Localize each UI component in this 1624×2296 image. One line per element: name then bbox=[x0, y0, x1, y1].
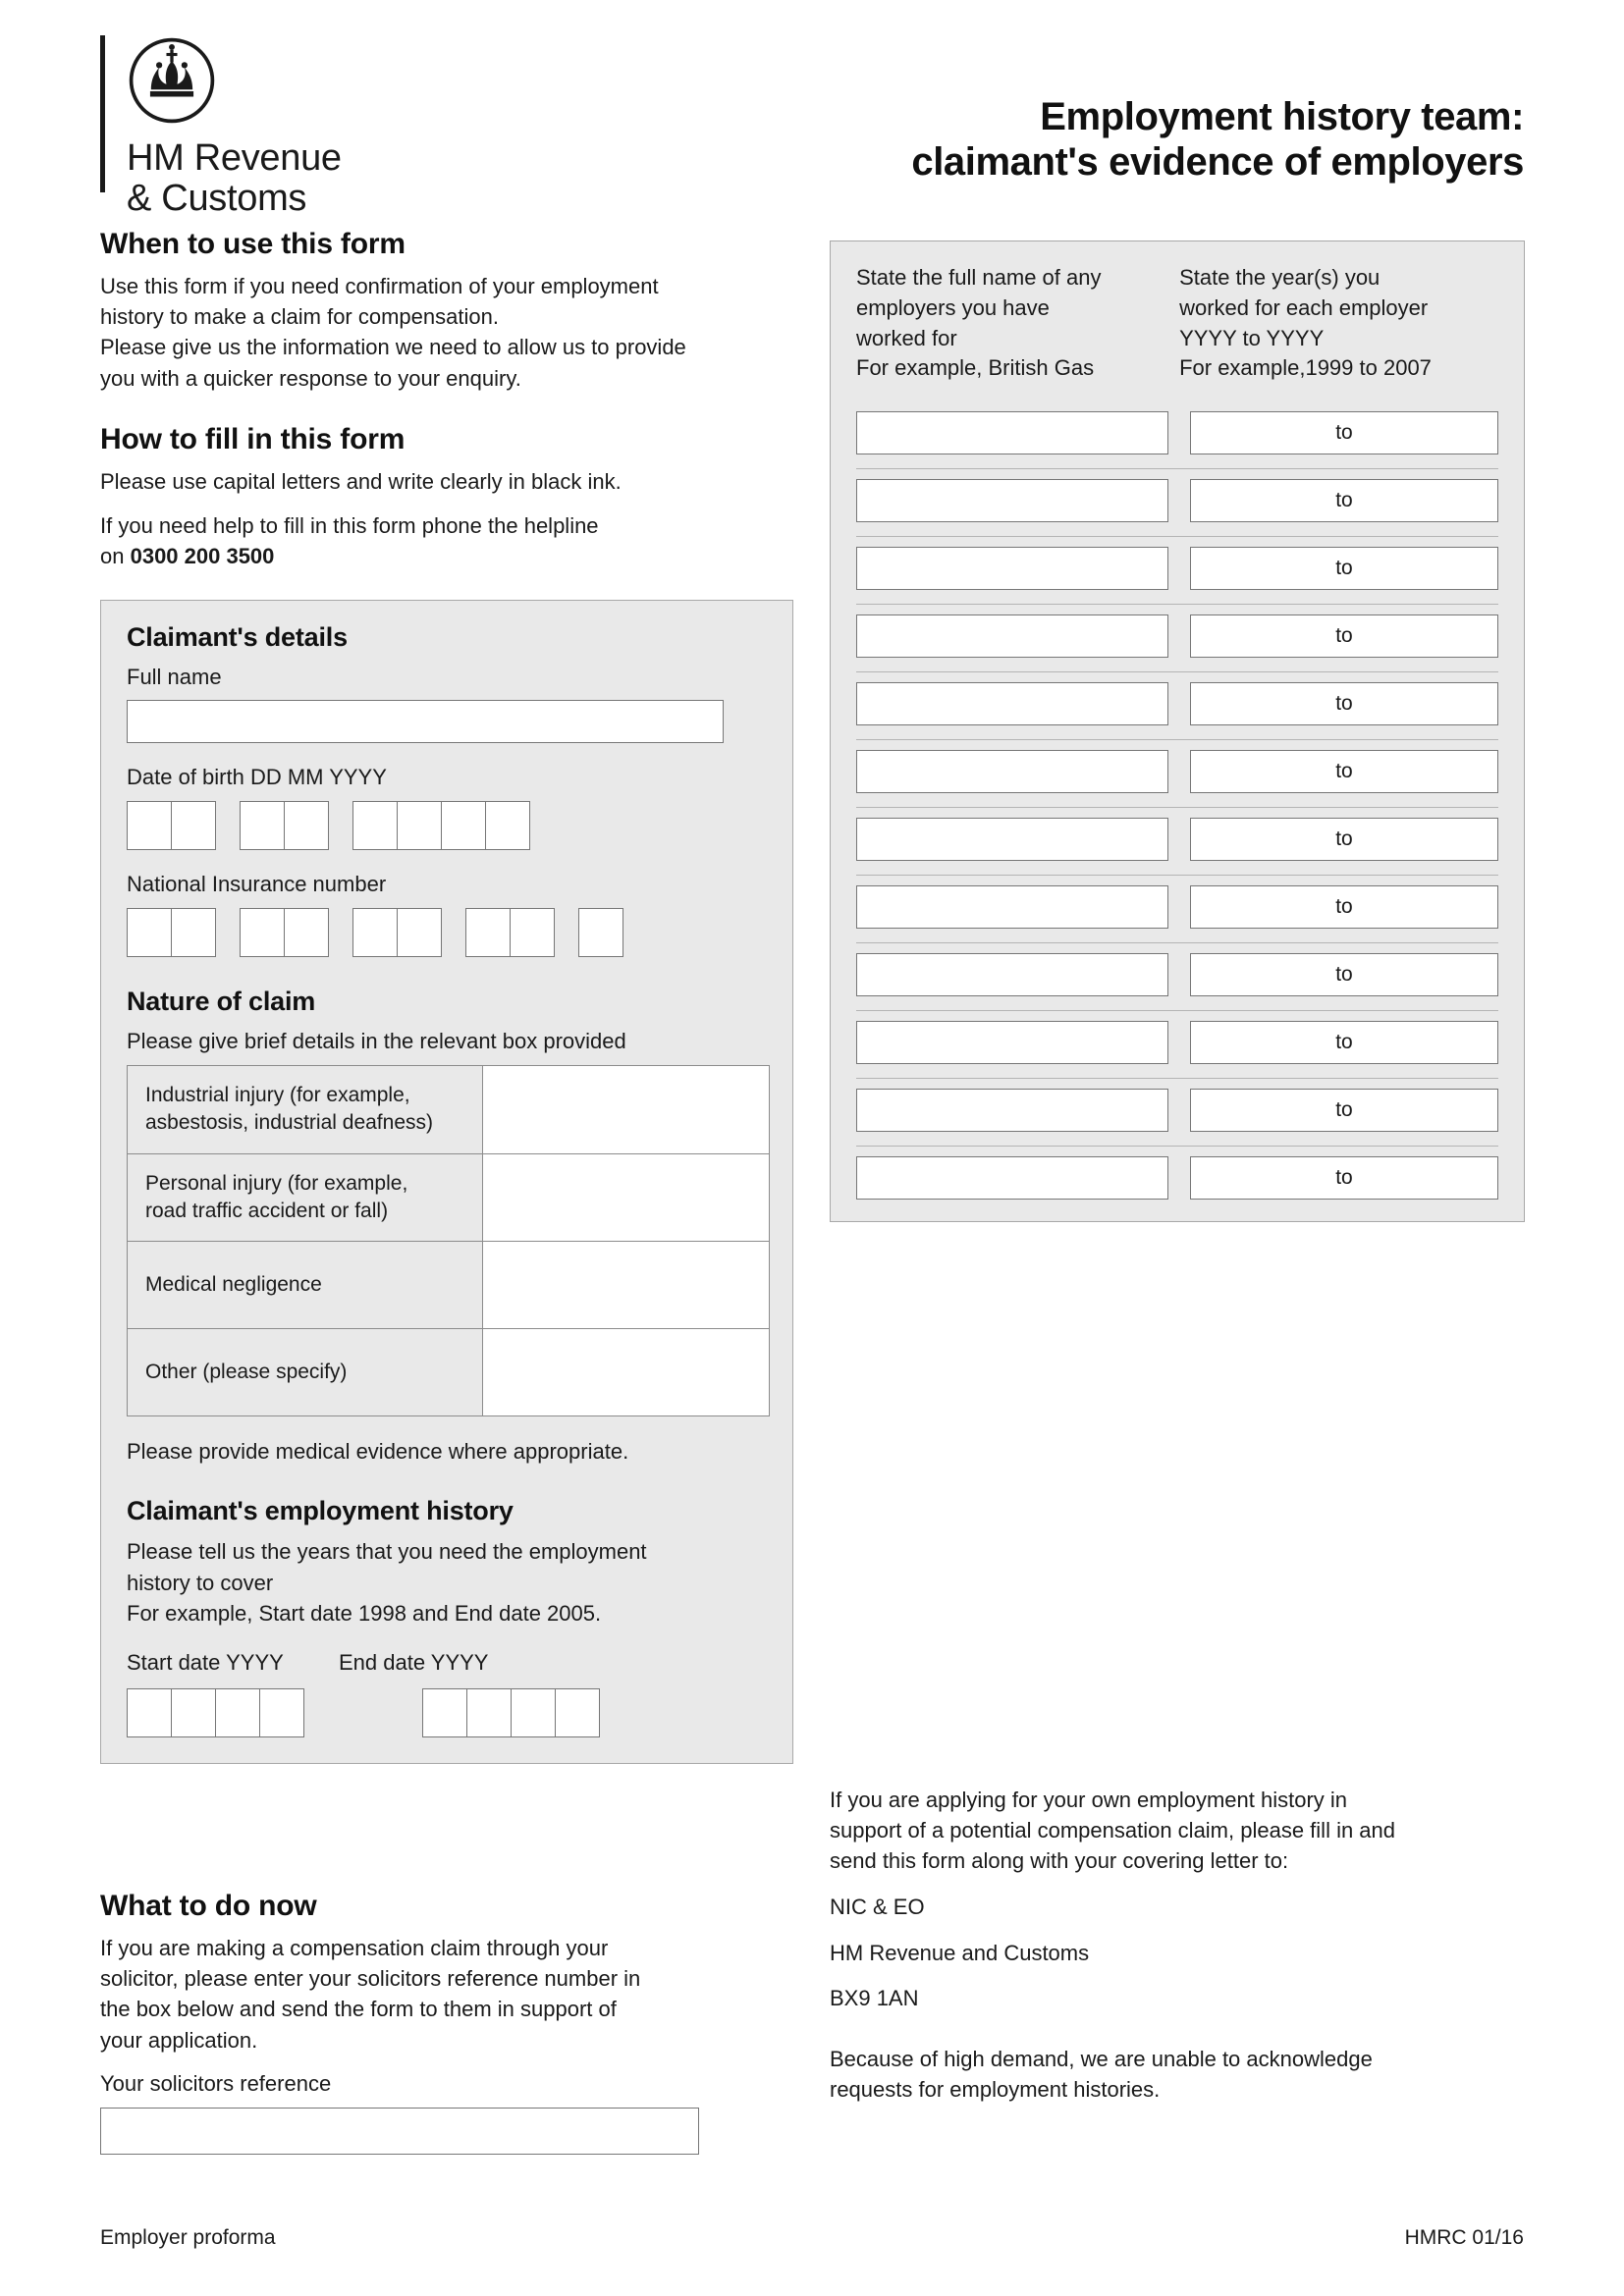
employer-years-input[interactable]: to bbox=[1190, 1156, 1498, 1200]
ni-group-3 bbox=[352, 908, 442, 957]
page-footer bbox=[100, 2226, 1524, 2250]
date-of-birth-input-group bbox=[127, 801, 767, 850]
employer-name-input[interactable] bbox=[856, 1021, 1168, 1064]
left-column bbox=[100, 228, 793, 1764]
table-row bbox=[856, 605, 1498, 672]
table-row bbox=[856, 1079, 1498, 1147]
table-row bbox=[856, 1011, 1498, 1079]
table-row bbox=[856, 469, 1498, 537]
claim-type-label: Medical negligence bbox=[128, 1242, 483, 1328]
employment-dates-input-group bbox=[127, 1688, 767, 1737]
claim-type-label: Other (please specify) bbox=[128, 1329, 483, 1415]
ni-cell-9[interactable] bbox=[578, 908, 623, 957]
ni-cell-8[interactable] bbox=[510, 908, 555, 957]
employer-name-input[interactable] bbox=[856, 818, 1168, 861]
employers-table-header bbox=[856, 263, 1498, 384]
employer-name-input[interactable] bbox=[856, 1156, 1168, 1200]
claimant-details-panel bbox=[100, 600, 793, 1764]
employment-history-heading: Claimant's employment history bbox=[127, 1496, 514, 1526]
end-date-cell-4[interactable] bbox=[555, 1688, 600, 1737]
how-to-fill-heading: How to fill in this form bbox=[100, 422, 406, 455]
helpline-number: 0300 200 3500 bbox=[130, 544, 275, 569]
end-date-group bbox=[422, 1688, 600, 1737]
employer-name-input[interactable] bbox=[856, 614, 1168, 658]
start-date-cell-4[interactable] bbox=[259, 1688, 304, 1737]
start-date-group bbox=[127, 1688, 304, 1737]
table-row bbox=[128, 1242, 769, 1329]
send-to-intro: If you are applying for your own employment history in support of a potential compensation claim, please fill in and send this form along with your covering letter to: bbox=[830, 1788, 1396, 1874]
what-to-do-now-text: If you are making a compensation claim through your solicitor, please enter your solicitors reference number in the box below and send the form to them in support of your application. bbox=[100, 1936, 641, 2053]
end-date-cell-2[interactable] bbox=[466, 1688, 512, 1737]
ni-cell-2[interactable] bbox=[171, 908, 216, 957]
employer-years-input[interactable]: to bbox=[1190, 547, 1498, 590]
employer-years-input[interactable]: to bbox=[1190, 411, 1498, 454]
end-date-cell-3[interactable] bbox=[511, 1688, 556, 1737]
claim-details-input[interactable] bbox=[483, 1329, 769, 1415]
employer-name-input[interactable] bbox=[856, 682, 1168, 725]
table-row bbox=[856, 876, 1498, 943]
employer-years-input[interactable]: to bbox=[1190, 1089, 1498, 1132]
full-name-input[interactable] bbox=[127, 700, 724, 743]
claim-details-input[interactable] bbox=[483, 1154, 769, 1242]
employer-name-input[interactable] bbox=[856, 1089, 1168, 1132]
claim-type-label: Industrial injury (for example, asbestosis, industrial deafness) bbox=[128, 1066, 483, 1153]
ni-group-1 bbox=[127, 908, 216, 957]
ni-cell-4[interactable] bbox=[284, 908, 329, 957]
table-row bbox=[856, 672, 1498, 740]
dob-day-cell-1[interactable] bbox=[127, 801, 172, 850]
employer-years-input[interactable]: to bbox=[1190, 682, 1498, 725]
employer-years-input[interactable]: to bbox=[1190, 953, 1498, 996]
dob-month-group bbox=[240, 801, 329, 850]
how-to-fill-text-2 bbox=[100, 510, 793, 571]
send-to-section bbox=[830, 1785, 1517, 2106]
employer-years-input[interactable]: to bbox=[1190, 614, 1498, 658]
start-date-cell-2[interactable] bbox=[171, 1688, 216, 1737]
footer-left-text: Employer proforma bbox=[100, 2226, 276, 2249]
dob-month-cell-1[interactable] bbox=[240, 801, 285, 850]
logo-vertical-rule bbox=[100, 35, 105, 192]
claimant-details-heading: Claimant's details bbox=[127, 621, 348, 652]
ni-cell-1[interactable] bbox=[127, 908, 172, 957]
ni-cell-7[interactable] bbox=[465, 908, 511, 957]
employer-years-column-header: State the year(s) you worked for each employer YYYY to YYYY For example,1999 to 2007 bbox=[1179, 265, 1432, 381]
table-row bbox=[128, 1066, 769, 1154]
employer-years-input[interactable]: to bbox=[1190, 479, 1498, 522]
employer-name-input[interactable] bbox=[856, 885, 1168, 929]
dob-day-cell-2[interactable] bbox=[171, 801, 216, 850]
address-line-2: HM Revenue and Customs bbox=[830, 1940, 1090, 1965]
table-row bbox=[128, 1329, 769, 1415]
medical-evidence-note: Please provide medical evidence where appropriate. bbox=[127, 1439, 629, 1465]
employer-name-input[interactable] bbox=[856, 953, 1168, 996]
table-row bbox=[856, 401, 1498, 469]
dob-day-group bbox=[127, 801, 216, 850]
start-date-cell-3[interactable] bbox=[215, 1688, 260, 1737]
national-insurance-label: National Insurance number bbox=[127, 872, 387, 897]
employer-years-input[interactable]: to bbox=[1190, 750, 1498, 793]
employment-dates-labels bbox=[127, 1648, 767, 1679]
ni-cell-3[interactable] bbox=[240, 908, 285, 957]
claim-details-input[interactable] bbox=[483, 1242, 769, 1328]
page-title: Employment history team: claimant's evidence of employers bbox=[911, 95, 1524, 185]
what-to-do-now-section bbox=[100, 1890, 793, 2155]
ni-group-2 bbox=[240, 908, 329, 957]
when-to-use-heading: When to use this form bbox=[100, 228, 406, 260]
table-row bbox=[856, 943, 1498, 1011]
dob-month-cell-2[interactable] bbox=[284, 801, 329, 850]
solicitors-reference-input[interactable] bbox=[100, 2108, 699, 2155]
right-column bbox=[830, 240, 1525, 1222]
hmrc-logo bbox=[100, 35, 342, 219]
nature-of-claim-table bbox=[127, 1065, 770, 1416]
dob-year-cell-1[interactable] bbox=[352, 801, 398, 850]
table-row bbox=[856, 537, 1498, 605]
date-of-birth-label: Date of birth DD MM YYYY bbox=[127, 765, 387, 790]
employer-name-input[interactable] bbox=[856, 547, 1168, 590]
dob-year-cell-2[interactable] bbox=[397, 801, 442, 850]
employer-name-input[interactable] bbox=[856, 479, 1168, 522]
ni-group-4 bbox=[465, 908, 555, 957]
table-row bbox=[856, 1147, 1498, 1203]
start-date-cell-1[interactable] bbox=[127, 1688, 172, 1737]
claim-details-input[interactable] bbox=[483, 1066, 769, 1153]
nature-of-claim-instruction: Please give brief details in the relevant box provided bbox=[127, 1029, 626, 1054]
table-row bbox=[856, 740, 1498, 808]
ni-group-5 bbox=[578, 908, 623, 957]
ni-cell-6[interactable] bbox=[397, 908, 442, 957]
royal-crown-icon bbox=[127, 35, 342, 131]
table-row bbox=[128, 1154, 769, 1243]
solicitors-reference-label: Your solicitors reference bbox=[100, 2070, 332, 2096]
address-line-3: BX9 1AN bbox=[830, 1986, 919, 2011]
employer-name-input[interactable] bbox=[856, 750, 1168, 793]
employer-years-input[interactable]: to bbox=[1190, 1021, 1498, 1064]
helpline-intro: If you need help to fill in this form phone the helpline on bbox=[100, 513, 599, 569]
national-insurance-input-group bbox=[127, 908, 767, 957]
end-date-label: End date YYYY bbox=[339, 1650, 489, 1676]
when-to-use-text: Use this form if you need confirmation of your employment history to make a claim for compensation. Please give us the information we need to allow us to provide you with a quicker response to your enquiry. bbox=[100, 274, 686, 391]
employer-name-input[interactable] bbox=[856, 411, 1168, 454]
start-date-label: Start date YYYY bbox=[127, 1650, 284, 1676]
employer-years-input[interactable]: to bbox=[1190, 818, 1498, 861]
ni-cell-5[interactable] bbox=[352, 908, 398, 957]
end-date-cell-1[interactable] bbox=[422, 1688, 467, 1737]
how-to-fill-text-1: Please use capital letters and write clearly in black ink. bbox=[100, 468, 622, 494]
table-row bbox=[856, 808, 1498, 876]
what-to-do-now-heading: What to do now bbox=[100, 1890, 317, 1922]
footer-right-text: HMRC 01/16 bbox=[1404, 2226, 1524, 2249]
hmrc-logo-text: HM Revenue & Customs bbox=[127, 137, 342, 220]
employer-name-column-header: State the full name of any employers you have worked for For example, British Gas bbox=[856, 265, 1102, 381]
address-line-1: NIC & EO bbox=[830, 1894, 925, 1919]
page-header bbox=[0, 0, 1624, 221]
employers-table-panel bbox=[830, 240, 1525, 1222]
dob-year-group bbox=[352, 801, 530, 850]
dob-year-cell-4[interactable] bbox=[485, 801, 530, 850]
dob-year-cell-3[interactable] bbox=[441, 801, 486, 850]
full-name-label: Full name bbox=[127, 664, 222, 689]
claim-type-label: Personal injury (for example, road traffic accident or fall) bbox=[128, 1154, 483, 1242]
acknowledgement-notice: Because of high demand, we are unable to acknowledge requests for employment histories. bbox=[830, 2047, 1373, 2103]
nature-of-claim-heading: Nature of claim bbox=[127, 987, 316, 1017]
employer-years-input[interactable]: to bbox=[1190, 885, 1498, 929]
employment-history-instruction: Please tell us the years that you need the employment history to cover For example, Start date 1998 and End date 2005. bbox=[127, 1539, 647, 1626]
